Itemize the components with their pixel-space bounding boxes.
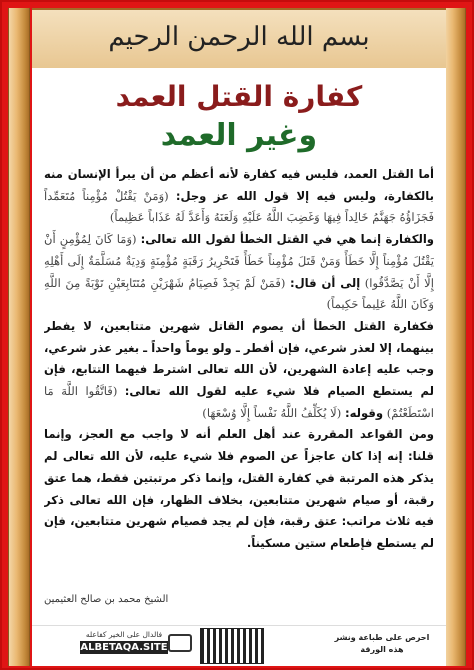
paragraph-3-verse-2: (لَا يُكَلِّفُ اللَّهُ نَفْساً إِلَّا وُسْعَهَا) — [202, 405, 342, 420]
left-pillar-decoration — [8, 8, 30, 666]
paragraph-3 — [44, 316, 434, 425]
print-notice: احرص على طباعة ونشر هذه الورقة — [334, 633, 430, 654]
paragraph-4-text: ومن القواعد المقررة عند أهل العلم أنه لا واجب مع العجز، وإنما قلنا: إنه إذا كان عاجزاً عن الصوم فلا شيء عليه، لأن الله تعالى لم يذكر هذه المرتبة في كفارة القتل، وإنما ذكر مرتبتين فقط، هما عتق رقبة، أو صيام شهرين متتابعين، بخلاف الظهار، فإن الله تعالى ذكر فيه ثلاث مراتب: عتق رقبة، فإن لم يجد فصيام شهرين متتابعين، فإن لم يستطع فإطعام ستين مسكيناً. — [44, 427, 434, 550]
printer-icon — [168, 634, 192, 652]
paragraph-1-text: أما القتل العمد، فليس فيه كفارة لأنه أعظم من أن يبرأ الإنسان منه بالكفارة، وليس فيه إلا قول الله عز وجل: — [44, 167, 434, 203]
title-line-1: كفارة القتل العمد — [115, 80, 363, 113]
paragraph-1-verse: (وَمَنْ يَقْتُلْ مُؤْمِناً مُتَعَمِّداً فَجَزَاؤُهُ جَهَنَّمُ خَالِداً فِيهَا وَغَضِبَ اللَّهُ عَلَيْهِ وَلَعَنَهُ وَأَعَدَّ لَهُ عَذَاباً عَظِيماً) — [44, 188, 434, 225]
paragraph-3-verse: (فَاتَّقُوا اللَّهَ مَا اسْتَطَعْتُمْ) — [44, 384, 434, 420]
paragraph-2 — [44, 229, 434, 316]
site-url[interactable]: ALBETAQA.SITE — [80, 642, 168, 653]
paragraph-2-text: والكفارة إنما هي في القتل الخطأ لقول الله تعالى: — [140, 232, 434, 247]
article-body — [44, 164, 434, 594]
footer — [32, 625, 446, 666]
header-banner — [32, 8, 446, 70]
author-credit: الشيخ محمد بن صالح العثيمين — [44, 594, 169, 605]
right-pillar-decoration — [444, 8, 466, 666]
paragraph-4 — [44, 424, 434, 554]
paragraph-2-verse: (وَمَا كَانَ لِمُؤْمِنٍ أَنْ يَقْتُلَ مُؤْمِناً إِلَّا خَطَأً وَمَنْ قَتَلَ مُؤْمِناً خَطَأً فَتَحْرِيرُ رَقَبَةٍ مُؤْمِنَةٍ وَدِيَةٌ مُسَلَّمَةٌ إِلَى أَهْلِهِ إِلَّا أَنْ يَصَّدَّقُوا) — [44, 232, 434, 290]
site-logo — [200, 628, 264, 664]
paragraph-2-verse-2: (فَمَنْ لَمْ يَجِدْ فَصِيَامُ شَهْرَيْنِ مُتَتَابِعَيْنِ تَوْبَةً مِنَ اللَّهِ وَكَانَ اللَّهُ عَلِيماً حَكِيماً) — [44, 275, 434, 312]
paragraph-3-text-2: وقوله: — [344, 405, 384, 420]
basmala-calligraphy: بسم الله الرحمن الرحيم — [108, 22, 370, 52]
site-tagline: فالدال على الخير كفاعله — [85, 630, 163, 639]
content-paper — [32, 68, 446, 666]
paragraph-1 — [44, 164, 434, 229]
title-line-2: وغير العمد — [160, 118, 318, 153]
paragraph-3-text: فكفارة القتل الخطأ أن يصوم القاتل شهرين متتابعين، لا يفطر بينهما، إلا لعذر شرعي، فإن أفطر ـ ولو يوماً واحداً ـ بغير عذر شرعي، وجب عليه إعادة الشهرين، لأن الله تعالى اشترط فيهما التتابع، فإن لم يستطع الصيام فلا شيء عليه لقول الله تعالى: — [44, 318, 434, 399]
paragraph-2-text-2: إلى أن قال: — [289, 275, 361, 290]
site-credit[interactable] — [80, 630, 168, 654]
